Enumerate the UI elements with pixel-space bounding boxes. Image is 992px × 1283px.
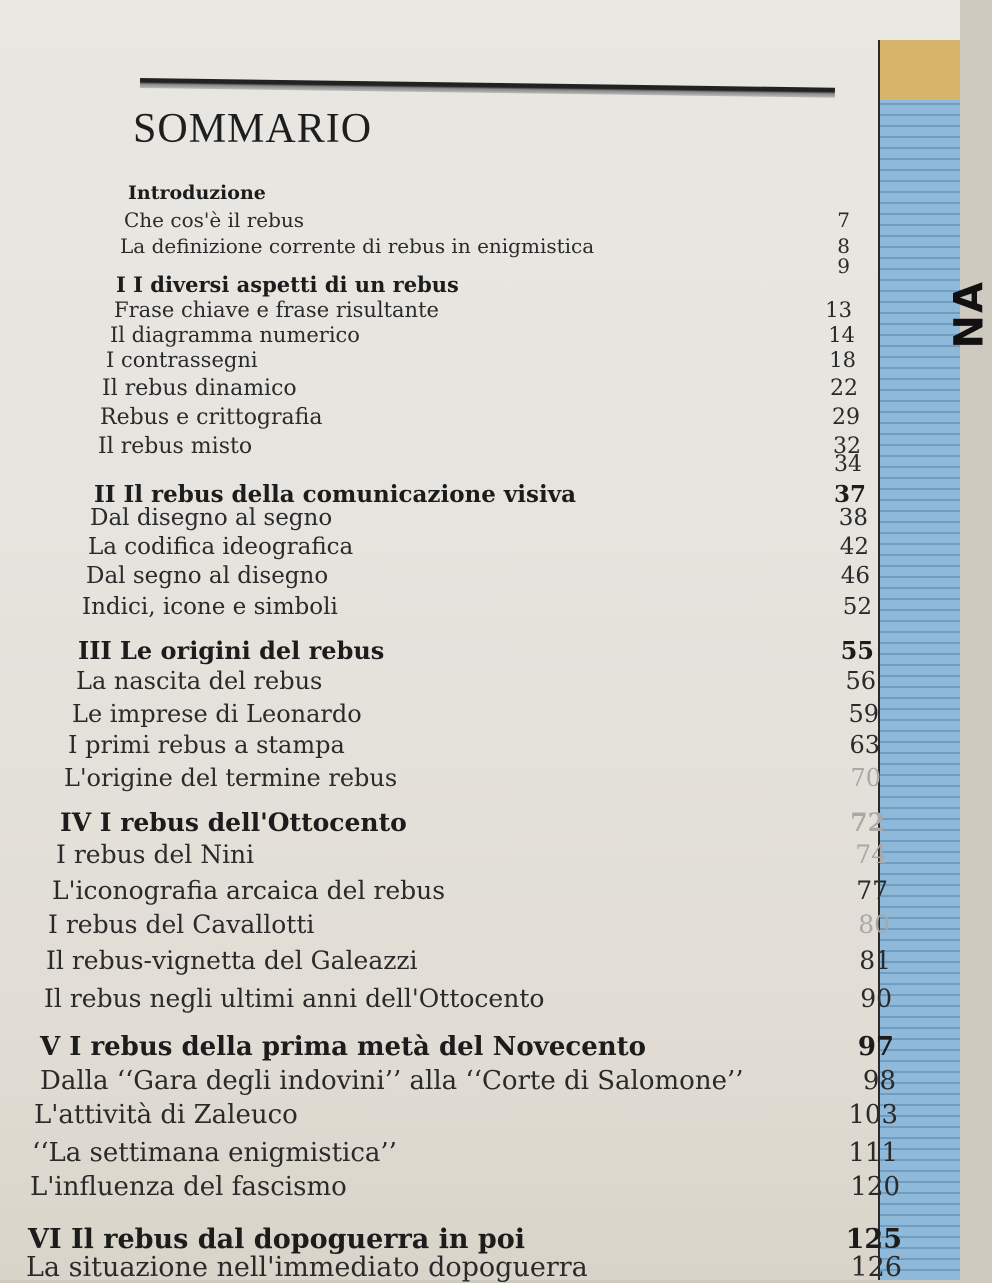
- toc-chapter-heading: [60, 808, 885, 837]
- toc-entry: [106, 348, 856, 372]
- toc-page-number: 111: [848, 1138, 898, 1168]
- toc-entry-title: L'influenza del fascismo: [30, 1172, 347, 1202]
- toc-entry-title: L'origine del termine rebus: [64, 764, 398, 792]
- toc-entry-title: Il rebus negli ultimi anni dell'Ottocento: [44, 984, 545, 1013]
- toc-entry-title: Il rebus-vignetta del Galeazzi: [46, 946, 418, 975]
- toc-entry: [100, 405, 860, 430]
- toc-entry-title: Il rebus dinamico: [102, 376, 297, 401]
- toc-entry: [82, 594, 872, 620]
- toc-entry-title: I rebus del Cavallotti: [48, 910, 315, 939]
- toc-chapter-heading: [28, 1224, 902, 1255]
- toc-entry-title: L'iconografia arcaica del rebus: [52, 876, 446, 905]
- toc-page-number: 52: [842, 594, 872, 620]
- toc-page-number: 77: [856, 876, 888, 905]
- toc-page-number: 97: [857, 1032, 894, 1062]
- toc-entry-title: VI Il rebus dal dopoguerra in poi: [28, 1224, 526, 1255]
- toc-page-number: 46: [840, 563, 870, 589]
- toc-page-number: 125: [845, 1224, 902, 1255]
- toc-page-number: 63: [849, 731, 880, 759]
- toc-entry-title: Rebus e crittografia: [100, 405, 323, 430]
- toc-page-number: 8: [837, 234, 850, 258]
- toc-entry: [72, 700, 879, 728]
- toc-entry: [68, 731, 880, 759]
- toc-page-number: 9: [837, 254, 850, 278]
- toc-entry-title: Il diagramma numerico: [110, 323, 360, 347]
- toc-entry: [76, 667, 876, 695]
- toc-entry-title: IV I rebus dell'Ottocento: [60, 808, 407, 837]
- toc-entry-title: I I diversi aspetti di un rebus: [116, 272, 459, 297]
- toc-page-number: 72: [850, 808, 885, 837]
- cover-lettering: NA: [946, 280, 992, 349]
- toc-page-number: 38: [838, 505, 868, 531]
- toc-chapter-heading: [94, 481, 866, 508]
- toc-entry-title: I contrassegni: [106, 348, 258, 372]
- toc-chapter-heading: [128, 182, 850, 204]
- toc-page-number: 103: [848, 1100, 898, 1130]
- toc-entry: [32, 1138, 898, 1168]
- toc-entry: [110, 323, 855, 347]
- toc-entry-title: La situazione nell'immediato dopoguerra: [26, 1252, 588, 1283]
- toc-page-number: 126: [850, 1252, 902, 1283]
- toc-entry-title: Indici, icone e simboli: [82, 594, 338, 620]
- toc-chapter-heading: [78, 636, 874, 665]
- toc-entry: [124, 208, 850, 232]
- toc-entry-title: Dal disegno al segno: [90, 505, 333, 531]
- toc-page-number: 32: [833, 434, 861, 459]
- toc-entry-title: La nascita del rebus: [76, 667, 323, 695]
- toc-entry: [44, 984, 892, 1013]
- toc-page-number: 37: [833, 481, 866, 508]
- toc-entry-title: Dalla ‘‘Gara degli indovini’’ alla ‘‘Corte di Salomone’’: [40, 1066, 744, 1096]
- toc-page-number: 18: [829, 348, 856, 372]
- toc-page-number: 56: [845, 667, 876, 695]
- toc-chapter-heading: [40, 1032, 894, 1062]
- toc-page-number: 90: [860, 984, 892, 1013]
- toc-entry-title: V I rebus della prima metà del Novecento: [40, 1032, 646, 1062]
- toc-entry: [40, 1066, 896, 1096]
- toc-chapter-heading: [116, 272, 852, 297]
- toc-entry-title: Il rebus misto: [98, 434, 253, 459]
- toc-entry-title: I primi rebus a stampa: [68, 731, 345, 759]
- page-title: SOMMARIO: [133, 106, 373, 152]
- toc-entry-title: I rebus del Nini: [56, 840, 255, 869]
- toc-entry-title: Dal segno al disegno: [86, 563, 329, 589]
- toc-entry: [88, 534, 869, 560]
- toc-entry: [52, 876, 888, 905]
- toc-entry: [90, 505, 868, 531]
- toc-entry-title: Introduzione: [128, 182, 266, 204]
- toc-page-number: 59: [848, 700, 879, 728]
- toc-page-number: 120: [850, 1172, 900, 1202]
- toc-page-number: 74: [855, 840, 887, 869]
- toc-page-number: 13: [825, 298, 852, 322]
- toc-entry: [114, 298, 852, 322]
- toc-entry: [26, 1252, 902, 1283]
- toc-page-number: 14: [828, 323, 855, 347]
- toc-entry-title: Frase chiave e frase risultante: [114, 298, 439, 322]
- toc-page-number: 80: [858, 910, 890, 939]
- toc-page-number: 42: [839, 534, 869, 560]
- toc-entry: [34, 1100, 898, 1130]
- toc-entry: [56, 840, 887, 869]
- toc-page-number: 22: [830, 376, 858, 401]
- toc-entry-title: La definizione corrente di rebus in enigmistica: [120, 234, 595, 258]
- toc-entry: [98, 452, 862, 477]
- toc-entry-title: La codifica ideografica: [88, 534, 354, 560]
- toc-entry: [48, 910, 890, 939]
- toc-entry-title: ‘‘La settimana enigmistica’’: [32, 1138, 397, 1168]
- toc-page-number: 34: [834, 452, 862, 477]
- toc-entry-title: III Le origini del rebus: [78, 636, 385, 665]
- toc-page-number: 7: [837, 208, 850, 232]
- toc-entry-title: Che cos'è il rebus: [124, 208, 305, 232]
- toc-page-number: 98: [862, 1066, 896, 1096]
- toc-entry-title: L'attività di Zaleuco: [34, 1100, 298, 1130]
- toc-page-number: 70: [850, 764, 881, 792]
- toc-entry: [86, 563, 870, 589]
- toc-entry-title: II Il rebus della comunicazione visiva: [94, 481, 576, 508]
- toc-page-number: 29: [832, 405, 860, 430]
- toc-page-number: 81: [859, 946, 891, 975]
- toc-entry-title: Le imprese di Leonardo: [72, 700, 362, 728]
- toc-entry: [102, 376, 858, 401]
- toc-page-number: 55: [840, 636, 874, 665]
- toc-entry: [46, 946, 891, 975]
- toc-entry: [30, 1172, 900, 1202]
- toc-entry: [64, 764, 881, 792]
